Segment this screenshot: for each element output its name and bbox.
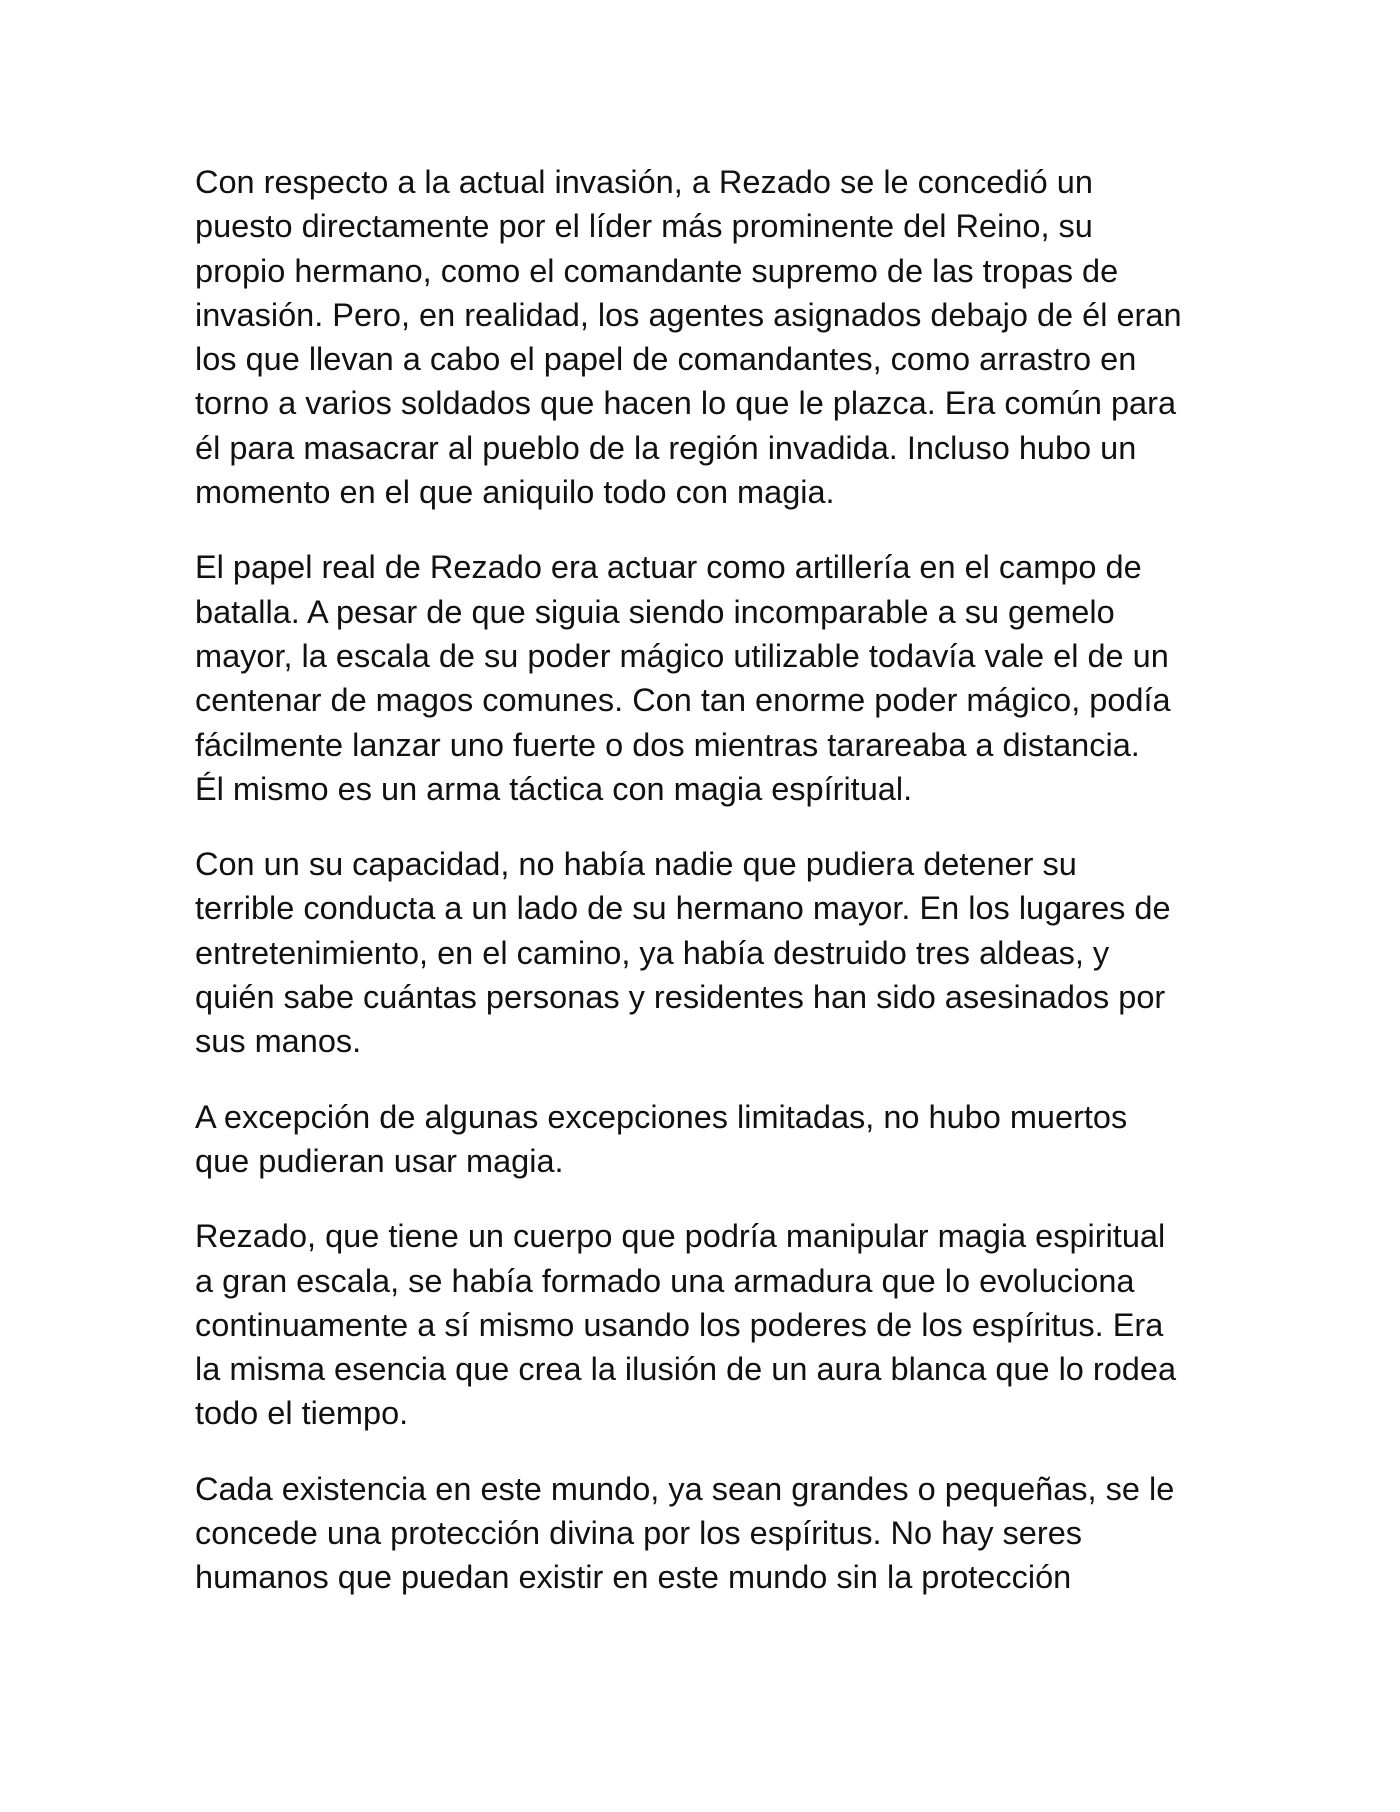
text-line: propio hermano, como el comandante supremo de las tropas de xyxy=(195,252,1119,289)
text-line: El papel real de Rezado era actuar como artillería en el campo de xyxy=(195,549,1142,586)
paragraph-3 xyxy=(195,842,1205,1063)
text-line: momento en el que aniquilo todo con magia. xyxy=(195,474,835,511)
paragraph-5 xyxy=(195,1214,1205,1435)
text-line: Cada existencia en este mundo, ya sean grandes o pequeñas, se le xyxy=(195,1470,1175,1507)
text-line: humanos que puedan existir en este mundo sin la protección xyxy=(195,1559,1072,1596)
text-line: que pudieran usar magia. xyxy=(195,1142,564,1179)
text-line: quién sabe cuántas personas y residentes han sido asesinados por xyxy=(195,979,1166,1016)
text-line: a gran escala, se había formado una armadura que lo evoluciona xyxy=(195,1262,1135,1299)
document-body xyxy=(195,160,1205,1631)
text-line: puesto directamente por el líder más prominente del Reino, su xyxy=(195,208,1093,245)
text-line: centenar de magos comunes. Con tan enorme poder mágico, podía xyxy=(195,682,1171,719)
text-line: invasión. Pero, en realidad, los agentes asignados debajo de él eran xyxy=(195,296,1182,333)
text-line: Con un su capacidad, no había nadie que pudiera detener su xyxy=(195,846,1077,883)
paragraph-6 xyxy=(195,1467,1205,1600)
text-line: continuamente a sí mismo usando los poderes de los espíritus. Era xyxy=(195,1306,1164,1343)
text-line: él para masacrar al pueblo de la región invadida. Incluso hubo un xyxy=(195,429,1137,466)
text-line: los que llevan a cabo el papel de comandantes, como arrastro en xyxy=(195,341,1137,378)
text-line: todo el tiempo. xyxy=(195,1395,409,1432)
text-line: batalla. A pesar de que siguia siendo incomparable a su gemelo xyxy=(195,593,1115,630)
text-line: concede una protección divina por los espíritus. No hay seres xyxy=(195,1515,1083,1552)
text-line: torno a varios soldados que hacen lo que le plazca. Era común para xyxy=(195,385,1177,422)
text-line: terrible conducta a un lado de su hermano mayor. En los lugares de xyxy=(195,890,1171,927)
paragraph-1 xyxy=(195,160,1205,514)
text-line: mayor, la escala de su poder mágico utilizable todavía vale el de un xyxy=(195,637,1169,674)
text-line: fácilmente lanzar uno fuerte o dos mientras tarareaba a distancia. xyxy=(195,726,1140,763)
paragraph-2 xyxy=(195,545,1205,811)
text-line: A excepción de algunas excepciones limitadas, no hubo muertos xyxy=(195,1098,1128,1135)
text-line: Rezado, que tiene un cuerpo que podría manipular magia espiritual xyxy=(195,1218,1166,1255)
text-line: Con respecto a la actual invasión, a Rezado se le concedió un xyxy=(195,164,1093,200)
text-line: Él mismo es un arma táctica con magia espíritual. xyxy=(195,770,913,807)
text-line: entretenimiento, en el camino, ya había destruido tres aldeas, y xyxy=(195,934,1110,971)
text-line: la misma esencia que crea la ilusión de un aura blanca que lo rodea xyxy=(195,1351,1177,1388)
paragraph-4 xyxy=(195,1095,1205,1184)
text-line: sus manos. xyxy=(195,1023,362,1060)
